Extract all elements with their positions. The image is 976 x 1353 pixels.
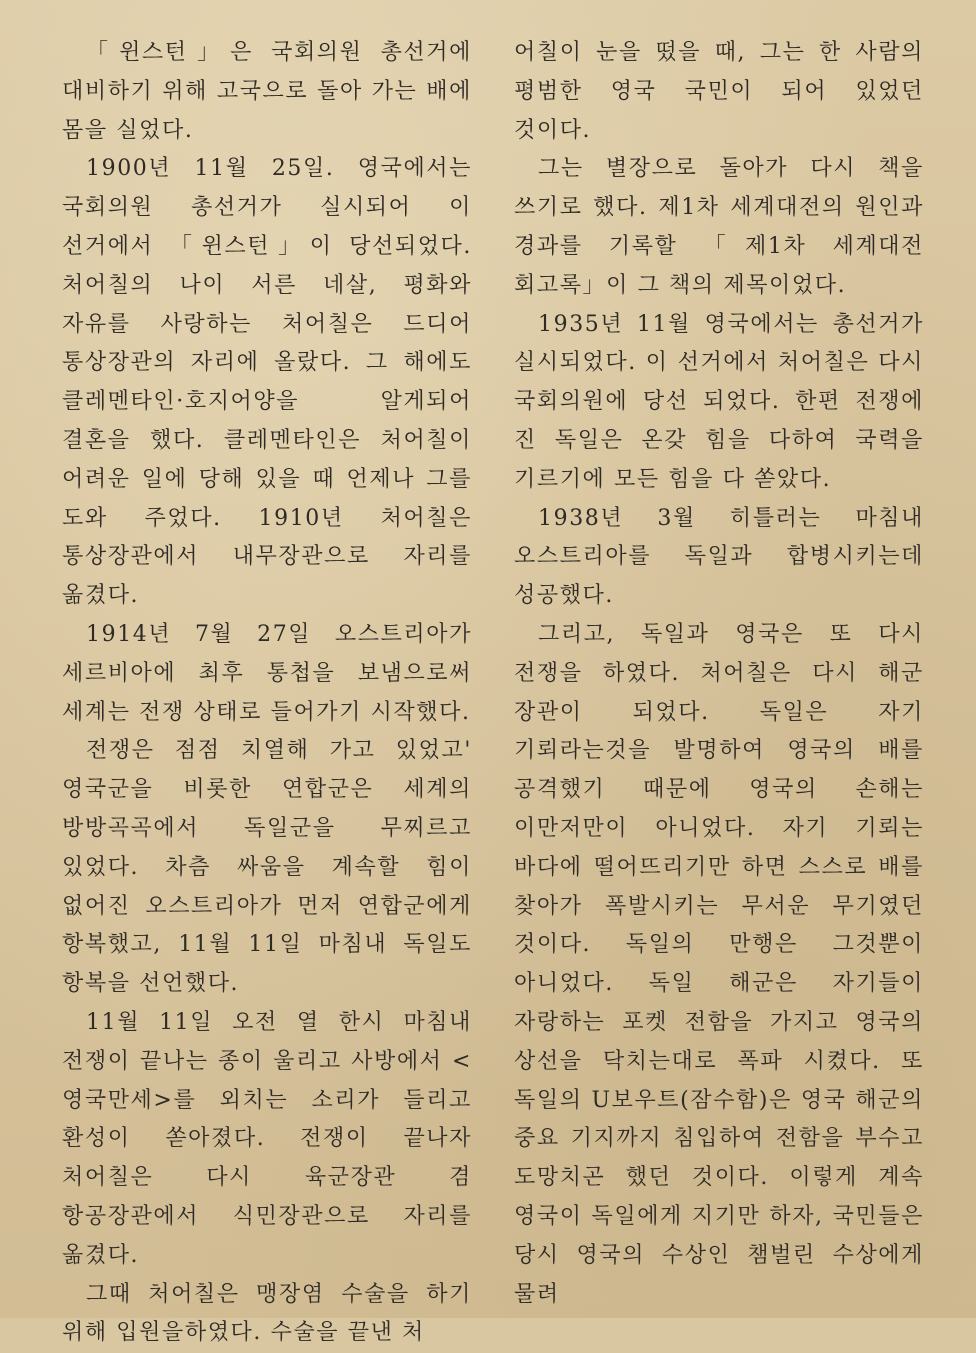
paragraph: 그리고, 독일과 영국은 또 다시 전쟁을 하였다. 처어칠은 다시 해군 장관이 되었다. 독일은 자기 기뢰라는것을 발명하여 영국의 배를 공격했기 때문에 영국의 손해는 이만저만이 아니었다. 자기 기뢰는 바다에 떨어뜨리기만 하면 스스로 배를 찾아가 폭발시키는 무서운 무기였던 것이다. 독일의 만행은 그것뿐이 아니었다. 독일 해군은 자기들이 자랑하는 포켓 전함을 가지고 영국의 상선을 닥치는대로 폭파 시켰다. 또 독일의 U보우트(잠수함)은 영국 해군의 중요 기지까지 침입하여 전함을 부수고 도망치곤 했던 것이다. 이렇게 계속 영국이 독일에게 지기만 하자, 국민들은 당시 영국의 수상인 챔벌린 수상에게 물려 [514,616,924,1314]
paragraph: 그는 별장으로 돌아가 다시 책을 쓰기로 했다. 제1차 세계대전의 원인과 경과를 기록할 「제1차 세계대전 회고록」이 그 책의 제목이었다. [514,150,924,305]
paragraph: 그때 처어칠은 맹장염 수술을 하기 위해 입원을하였다. 수술을 끝낸 처 [62,1276,472,1353]
left-column [62,34,472,1353]
paragraph: 1938년 3월 히틀러는 마침내 오스트리아를 독일과 합병시키는데 성공했다. [514,500,924,616]
paragraph: 1914년 7월 27일 오스트리아가 세르비아에 최후 통첩을 보냄으로써 세계는 전쟁 상태로 들어가기 시작했다. [62,616,472,732]
paragraph-continued: 어칠이 눈을 떴을 때, 그는 한 사람의 평범한 영국 국민이 되어 있었던 것이다. [514,34,924,150]
paragraph: 1935년 11월 영국에서는 총선거가 실시되었다. 이 선거에서 처어칠은 다시 국회의원에 당선 되었다. 한편 전쟁에 진 독일은 온갖 힘을 다하여 국력을 기르기에 모든 힘을 다 쏟았다. [514,306,924,500]
paragraph: 11월 11일 오전 열 한시 마침내 전쟁이 끝나는 종이 울리고 사방에서 <영국만세>를 외치는 소리가 들리고 환성이 쏟아졌다. 전쟁이 끝나자 처어칠은 다시 육군장관 겸 항공장관에서 식민장관으로 자리를 옮겼다. [62,1004,472,1276]
paragraph: 1900년 11월 25일. 영국에서는 국회의원 총선거가 실시되어 이 선거에서 「윈스턴」이 당선되었다. 처어칠의 나이 서른 네살, 평화와 자유를 사랑하는 처어칠은 드디어 통상장관의 자리에 올랐다. 그 해에도 클레멘타인·호지어양을 알게되어 결혼을 했다. 클레멘타인은 처어칠이 어려운 일에 당해 있을 때 언제나 그를 도와 주었다. 1910년 처어칠은 통상장관에서 내무장관으로 자리를 옮겼다. [62,150,472,616]
paragraph: 전쟁은 점점 치열해 가고 있었고' 영국군을 비롯한 연합군은 세계의 방방곡곡에서 독일군을 무찌르고 있었다. 차츰 싸움을 계속할 힘이 없어진 오스트리아가 먼저 연합군에게 항복했고, 11월 11일 마침내 독일도 항복을 선언했다. [62,732,472,1004]
right-column [514,34,924,1314]
paragraph: 「윈스턴」은 국회의원 총선거에 대비하기 위해 고국으로 돌아 가는 배에 몸을 실었다. [62,34,472,150]
